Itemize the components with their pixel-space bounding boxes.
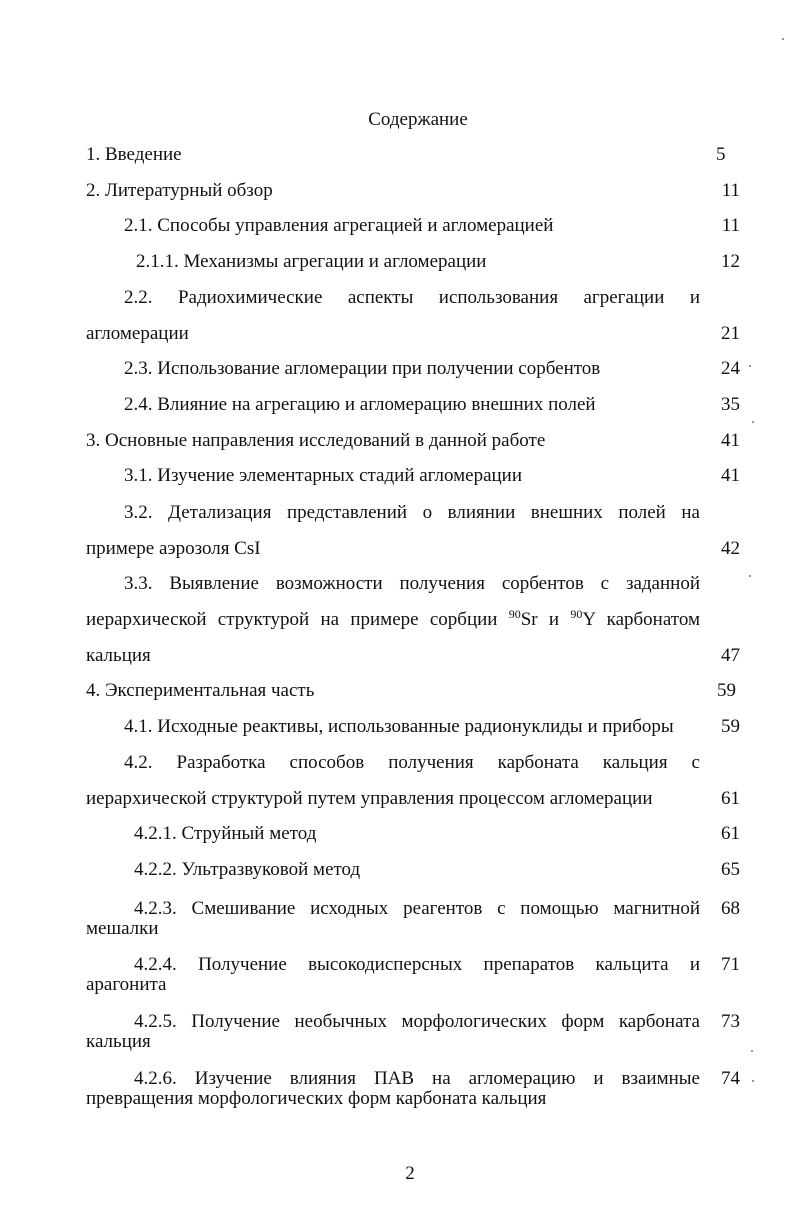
toc-page-number: 12 xyxy=(721,251,740,272)
toc-entry-text: 4.2.3. Смешивание исходных реагентов с помощью магнитной xyxy=(134,898,700,919)
toc-entry-text: 3.3. Выявление возможности получения сорбентов с заданной xyxy=(124,573,700,594)
toc-entry-text: агломерации xyxy=(86,323,189,344)
toc-entry-3-3-line1 xyxy=(124,572,700,596)
scan-speck xyxy=(752,421,754,423)
toc-entry-4-2-3-line2 xyxy=(86,919,700,939)
isotope-mass-number: 90 xyxy=(570,607,583,621)
toc-page-number: 11 xyxy=(721,215,740,236)
toc-entry-4-2-2 xyxy=(134,858,748,882)
toc-entry-3-3-line2 xyxy=(86,608,700,632)
toc-page-number: 71 xyxy=(721,954,740,975)
toc-entry-4-2-5-line1 xyxy=(134,1010,700,1034)
toc-entry-3-1 xyxy=(124,464,738,488)
toc-entry-text: 3.1. Изучение элементарных стадий агломерации xyxy=(124,465,523,486)
toc-entry-4-1 xyxy=(124,715,718,739)
toc-entry-4 xyxy=(86,679,700,703)
toc-entry-2-4 xyxy=(124,393,738,417)
toc-page-number: 61 xyxy=(721,823,740,844)
toc-entry-2-2-line1 xyxy=(124,286,700,310)
toc-page-number: 24 xyxy=(721,358,740,379)
element-symbol: Y xyxy=(582,609,596,630)
toc-page-number: 59 xyxy=(717,680,736,701)
toc-entry-3-2-line1 xyxy=(124,501,700,525)
scan-speck xyxy=(751,1050,753,1052)
toc-entry-text: превращения морфологических форм карбоната кальция xyxy=(86,1088,547,1109)
toc-entry-2-1-1 xyxy=(136,250,750,274)
toc-page-number: 42 xyxy=(721,538,740,559)
toc-entry-text: мешалки xyxy=(86,918,159,939)
toc-page-number: 35 xyxy=(721,394,740,415)
toc-entry-3-2-line2 xyxy=(86,537,700,561)
toc-entry-4-2-4-line1 xyxy=(134,953,700,977)
toc-entry-2 xyxy=(86,179,700,203)
toc-entry-2-2-line2 xyxy=(86,322,700,346)
scan-speck xyxy=(782,38,784,40)
toc-entry-4-2-5-line2 xyxy=(86,1032,700,1052)
toc-page-number: 68 xyxy=(721,898,740,919)
toc-entry-text: 4.2.2. Ультразвуковой метод xyxy=(134,859,361,880)
toc-entry-text: 4.2.4. Получение высокодисперсных препаратов кальцита и xyxy=(134,954,700,975)
toc-entry-text: 4.2.6. Изучение влияния ПАВ на агломерацию и взаимные xyxy=(134,1068,700,1089)
toc-page-number: 21 xyxy=(721,323,740,344)
toc-page-number: 59 xyxy=(721,716,740,737)
toc-entry-2-1 xyxy=(124,214,738,238)
toc-entry-text: кальция xyxy=(86,1031,151,1052)
scan-speck xyxy=(749,365,751,367)
toc-entry-1 xyxy=(86,143,700,167)
toc-entry-text: примере аэрозоля CsI xyxy=(86,538,261,559)
page-number-footer: 2 xyxy=(405,1163,415,1184)
toc-page-number: 41 xyxy=(721,465,740,486)
toc-title: Содержание xyxy=(368,109,468,130)
toc-page-number: 65 xyxy=(721,859,740,880)
toc-page-number: 47 xyxy=(721,645,740,666)
toc-entry-text: 2. Литературный обзор xyxy=(86,180,273,201)
toc-entry-text: 1. Введение xyxy=(86,144,182,165)
toc-entry-text: 3.2. Детализация представлений о влиянии внешних полей на xyxy=(124,502,700,523)
toc-entry-text: 2.1. Способы управления агрегацией и агломерацией xyxy=(124,215,554,236)
toc-entry-2-3 xyxy=(124,357,738,381)
toc-entry-3-3-line3 xyxy=(86,644,700,668)
toc-entry-text: иерархической структурой на примере сорбции $^{90}$Sr и $^{90}$Y карбонатом xyxy=(86,607,700,630)
toc-entry-text: 2.1.1. Механизмы агрегации и агломерации xyxy=(136,251,487,272)
toc-entry-3 xyxy=(86,429,700,453)
toc-entry-4-2-6-line2 xyxy=(86,1089,700,1109)
toc-entry-4-2-3-line1 xyxy=(134,897,700,921)
toc-page-number: 74 xyxy=(721,1068,740,1089)
toc-page-number: 41 xyxy=(721,430,740,451)
toc-entry-text: иерархической структурой путем управления процессом агломерации xyxy=(86,788,653,809)
toc-entry-text: 4. Экспериментальная часть xyxy=(86,680,315,701)
toc-page-number: 5 xyxy=(716,144,726,165)
isotope-mass-number: 90 xyxy=(508,607,521,621)
scan-speck xyxy=(749,575,751,577)
toc-entry-4-2-line2 xyxy=(86,787,706,811)
toc-entry-text: 3. Основные направления исследований в данной работе xyxy=(86,430,546,451)
toc-entry-text: 4.2.5. Получение необычных морфологических форм карбоната xyxy=(134,1011,700,1032)
toc-entry-text: 2.3. Использование агломерации при получении сорбентов xyxy=(124,358,601,379)
toc-entry-text: 4.1. Исходные реактивы, использованные радионуклиды и приборы xyxy=(124,716,674,737)
toc-entry-4-2-line1 xyxy=(124,751,700,775)
toc-page-number: 11 xyxy=(721,180,740,201)
scan-speck xyxy=(752,1080,754,1082)
toc-entry-text: 2.4. Влияние на агрегацию и агломерацию внешних полей xyxy=(124,394,596,415)
toc-entry-4-2-4-line2 xyxy=(86,975,700,995)
toc-page-number: 73 xyxy=(721,1011,740,1032)
toc-page-number: 61 xyxy=(721,788,740,809)
toc-entry-text: 2.2. Радиохимические аспекты использования агрегации и xyxy=(124,287,700,308)
toc-entry-4-2-1 xyxy=(134,822,748,846)
toc-entry-text: 4.2. Разработка способов получения карбоната кальция с xyxy=(124,752,700,773)
toc-entry-text: 4.2.1. Струйный метод xyxy=(134,823,317,844)
toc-entry-text: кальция xyxy=(86,645,151,666)
element-symbol: Sr xyxy=(520,609,538,630)
toc-entry-text: арагонита xyxy=(86,974,167,995)
